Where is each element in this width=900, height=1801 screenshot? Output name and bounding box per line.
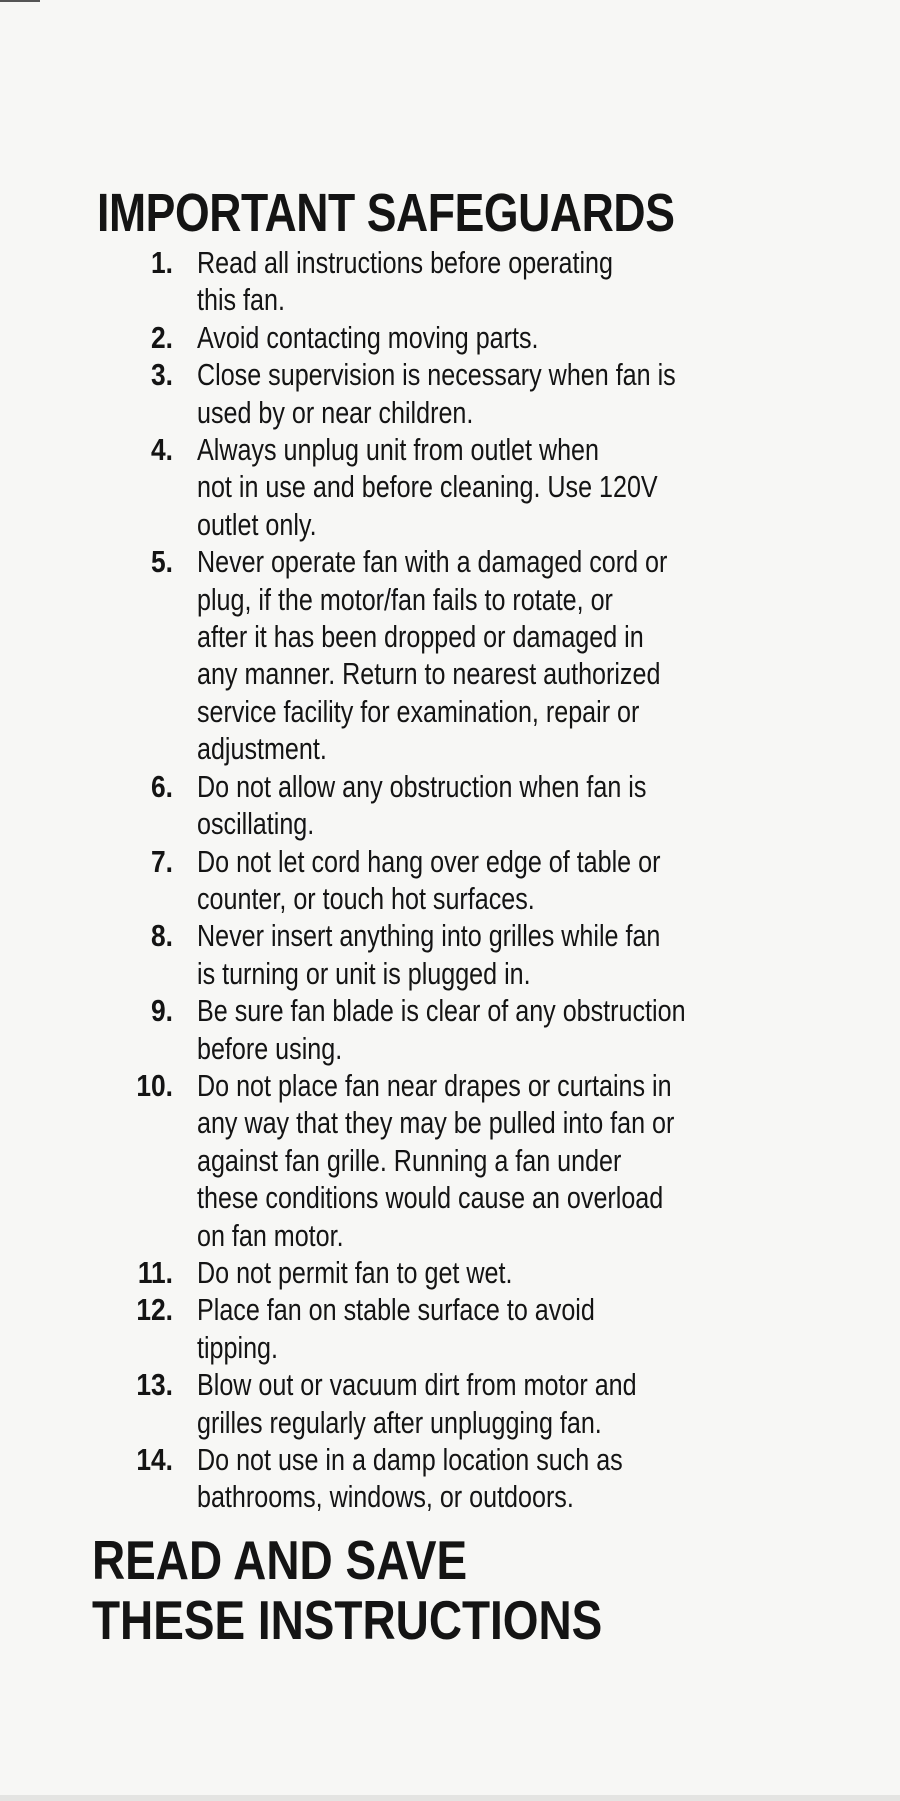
item-text-line: before using. <box>197 1030 343 1066</box>
item-text-line: plug, if the motor/fan fails to rotate, or <box>197 581 613 617</box>
list-item <box>0 992 777 1067</box>
item-text <box>197 1366 667 1441</box>
item-text-line: Do not place fan near drapes or curtains in <box>197 1067 672 1103</box>
footer-notice <box>92 1530 602 1650</box>
item-text-line: outlet only. <box>197 506 317 542</box>
list-item <box>0 543 777 767</box>
list-item <box>0 768 777 843</box>
item-text-line: these conditions would cause an overload <box>197 1180 664 1216</box>
item-text-line: Close supervision is necessary when fan is <box>197 357 676 393</box>
item-text <box>197 1441 667 1516</box>
item-text-line: any manner. Return to nearest authorized <box>197 656 661 692</box>
item-text <box>197 1254 667 1291</box>
item-text <box>197 356 676 431</box>
item-number: 11. <box>137 1254 173 1290</box>
item-text-line: Place fan on stable surface to avoid <box>197 1292 595 1328</box>
list-item <box>0 917 777 992</box>
item-text-line: against fan grille. Running a fan under <box>197 1142 622 1178</box>
item-text-line: oscillating. <box>197 806 315 842</box>
item-number: 13. <box>136 1367 173 1403</box>
item-text-line: adjustment. <box>197 731 327 767</box>
safeguard-list <box>0 244 777 1516</box>
item-text-line: after it has been dropped or damaged in <box>197 619 644 655</box>
list-item <box>0 356 777 431</box>
item-text <box>197 768 667 843</box>
item-number: 10. <box>136 1067 173 1103</box>
item-number: 5. <box>151 544 173 580</box>
item-text-line: tipping. <box>197 1329 278 1365</box>
list-item <box>0 244 777 319</box>
item-text-line: Read all instructions before operating <box>197 245 613 280</box>
list-item <box>0 1254 777 1291</box>
item-number: 3. <box>151 357 173 393</box>
list-item <box>0 1291 777 1366</box>
item-text-line: Blow out or vacuum dirt from motor and <box>197 1367 637 1403</box>
item-text-line: grilles regularly after unplugging fan. <box>197 1404 602 1440</box>
item-text <box>197 843 667 918</box>
item-text-line: used by or near children. <box>197 394 474 430</box>
item-text <box>197 431 667 543</box>
item-text-line: on fan motor. <box>197 1217 344 1253</box>
item-number: 12. <box>136 1292 173 1328</box>
item-text-line: Be sure fan blade is clear of any obstruction <box>197 993 686 1029</box>
item-text <box>197 319 667 356</box>
item-number: 6. <box>151 768 173 804</box>
item-text <box>197 1067 675 1254</box>
list-item <box>0 1441 777 1516</box>
item-text-line: any way that they may be pulled into fan or <box>197 1105 675 1141</box>
item-text-line: is turning or unit is plugged in. <box>197 955 531 991</box>
list-item <box>0 843 777 918</box>
item-text-line: bathrooms, windows, or outdoors. <box>197 1479 574 1515</box>
item-text-line: Avoid contacting moving parts. <box>197 319 539 355</box>
item-text-line: counter, or touch hot surfaces. <box>197 880 535 916</box>
item-number: 7. <box>151 843 173 879</box>
item-text-line: Do not use in a damp location such as <box>197 1442 623 1477</box>
item-number: 4. <box>151 432 173 468</box>
item-number: 1. <box>151 245 173 280</box>
item-number: 8. <box>151 918 173 954</box>
item-text-line: Never insert anything into grilles while fan <box>197 918 661 954</box>
item-number: 2. <box>151 319 173 355</box>
list-item <box>0 1067 777 1254</box>
item-text-line: this fan. <box>197 282 285 318</box>
item-text-line: Always unplug unit from outlet when <box>197 432 599 468</box>
item-text-line: Do not permit fan to get wet. <box>197 1254 513 1290</box>
list-item <box>0 1366 777 1441</box>
item-text-line: not in use and before cleaning. Use 120V <box>197 469 658 505</box>
item-text-line: Never operate fan with a damaged cord or <box>197 544 668 580</box>
item-number: 14. <box>136 1442 173 1477</box>
item-text-line: service facility for examination, repair or <box>197 693 640 729</box>
page-title: IMPORTANT SAFEGUARDS <box>97 183 675 243</box>
item-text <box>197 992 686 1067</box>
footer-line-1: READ AND SAVE <box>92 1529 468 1591</box>
scan-edge-bottom <box>0 1795 900 1801</box>
scan-edge-mark <box>0 0 40 2</box>
item-text <box>197 917 667 992</box>
item-text <box>197 244 667 319</box>
list-item <box>0 319 777 356</box>
item-text-line: Do not allow any obstruction when fan is <box>197 768 647 804</box>
item-text <box>197 1291 667 1366</box>
footer-line-2: THESE INSTRUCTIONS <box>92 1589 603 1651</box>
item-text <box>197 543 667 767</box>
list-item <box>0 431 777 543</box>
item-text-line: Do not let cord hang over edge of table or <box>197 843 661 879</box>
item-number: 9. <box>151 993 173 1029</box>
